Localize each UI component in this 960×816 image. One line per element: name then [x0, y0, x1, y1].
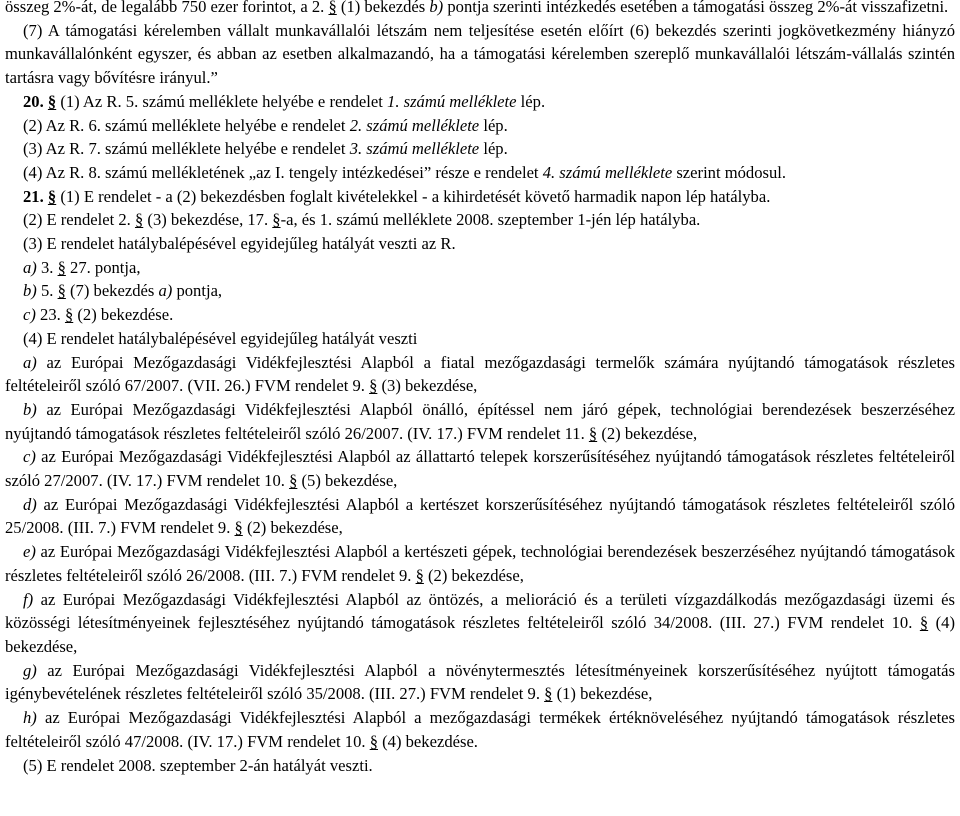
text: (7) bekezdés — [65, 281, 159, 301]
text: az Európai Mezőgazdasági Vidékfejlesztési Alapból a mezőgazdasági termékek értéknöveléséhez nyújtandó támogatások részletes feltételeiről szóló 47/2008. (IV. 17.) FVM rendelet 10. — [5, 708, 955, 751]
text: lép. — [479, 115, 508, 135]
paragraph-penalty-end — [5, 0, 955, 19]
section-21-para-5 — [5, 754, 955, 778]
text: (4) bekezdése, — [5, 613, 955, 656]
document-page — [5, 0, 955, 777]
text: (4) bekezdése. — [377, 731, 478, 751]
section-sign: § — [64, 305, 74, 325]
annex-reference: 1. számú melléklete — [387, 91, 517, 111]
list-item-b — [5, 279, 955, 303]
section-number: 20. — [23, 91, 44, 111]
repeal-item-b — [5, 398, 955, 445]
section-20-para-3 — [5, 137, 955, 161]
text: (1) E rendelet - a (2) bekezdésben foglalt kivételekkel - a kihirdetését követő harmadik napon lép hatályba. — [56, 186, 771, 206]
point-letter: g) — [23, 660, 37, 680]
point-letter: a) — [23, 257, 37, 277]
text: (2) Az R. 6. számú melléklete helyébe e rendelet — [23, 115, 350, 135]
repeal-item-d — [5, 493, 955, 540]
text: (3) bekezdése, 17. — [143, 210, 273, 230]
point-letter: b) — [429, 0, 444, 16]
text: lép. — [516, 91, 546, 111]
section-21-para-4 — [5, 327, 955, 351]
point-letter: b) — [23, 281, 37, 301]
text: összeg 2%-át, de legalább 750 ezer forintot, a 2. — [5, 0, 329, 16]
point-letter: c) — [23, 447, 36, 467]
text: (1) Az R. 5. számú melléklete helyébe e rendelet — [56, 91, 388, 111]
section-number: 21. — [23, 186, 44, 206]
text: 3. — [36, 257, 58, 277]
repeal-item-e — [5, 540, 955, 587]
text: pontja, — [172, 281, 223, 301]
text: (4) E rendelet hatálybalépésével egyidejűleg hatályát veszti — [23, 328, 418, 348]
text: szerint módosul. — [672, 162, 787, 182]
section-sign: § — [57, 281, 66, 301]
text: (5) bekezdése, — [297, 471, 398, 491]
section-sign: § — [544, 684, 553, 704]
text: (2) bekezdése, — [242, 518, 343, 538]
text: az Európai Mezőgazdasági Vidékfejlesztési Alapból az állattartó telepek korszerűsítéséhez nyújtandó támogatások részletes feltételeiről szóló 27/2007. (IV. 17.) FVM rendelet 10. — [5, 447, 955, 491]
section-21-para-3 — [5, 232, 955, 256]
section-20-para-1 — [5, 90, 955, 114]
text: az Európai Mezőgazdasági Vidékfejlesztési Alapból a fiatal mezőgazdasági termelők számára nyújtandó támogatások részletes feltételeiről szóló 67/2007. (VII. 26.) FVM rendelet 9. — [5, 352, 955, 396]
section-sign: § — [234, 518, 243, 538]
point-letter: b) — [23, 399, 37, 419]
section-sign: § — [289, 471, 298, 491]
section-21-para-1 — [5, 185, 955, 209]
annex-reference: 2. számú melléklete — [349, 115, 480, 135]
repeal-item-a — [5, 351, 955, 398]
section-20-para-4 — [5, 161, 955, 185]
section-sign: § — [47, 186, 57, 206]
text: (2) bekezdése, — [423, 565, 524, 585]
point-letter: c) — [23, 305, 36, 325]
text: (2) E rendelet 2. — [23, 210, 135, 230]
point-letter: h) — [23, 708, 37, 728]
text: 23. — [35, 305, 65, 325]
text: (2) bekezdése, — [597, 423, 698, 443]
text: az Európai Mezőgazdasági Vidékfejlesztési Alapból a növénytermesztés létesítményeinek korszerűsítéséhez nyújtott támogatás igénybevételének részletes feltételeiről szóló 35/2008. (III. 27.) FVM rendelet 9. — [5, 660, 955, 704]
text: az Európai Mezőgazdasági Vidékfejlesztési Alapból önálló, építéssel nem járó gépek, technológiai berendezések beszerzéséhez nyújtandó támogatások részletes feltételeiről szóló 26/2007. (IV. 17.) FVM rendelet 11. — [5, 399, 955, 443]
text: az Európai Mezőgazdasági Vidékfejlesztési Alapból a kertészeti gépek, technológiai berendezések beszerzéséhez nyújtandó támogatások részletes feltételeiről szóló 26/2008. (III. 7.) FVM rendelet 9. — [5, 542, 955, 585]
section-sign: § — [369, 731, 378, 751]
section-sign: § — [272, 210, 281, 230]
text: pontja szerinti intézkedés esetében a támogatási összeg 2%-át visszafizetni. — [443, 0, 949, 16]
repeal-item-f — [5, 588, 955, 659]
text: az Európai Mezőgazdasági Vidékfejlesztési Alapból a kertészet korszerűsítéséhez nyújtandó támogatások részletes feltételeiről szóló 25/2008. (III. 7.) FVM rendelet 9. — [5, 494, 955, 538]
text: 5. — [36, 281, 58, 301]
repeal-item-g — [5, 659, 955, 706]
section-sign: § — [47, 91, 57, 111]
section-sign: § — [588, 423, 598, 443]
text: lép. — [479, 139, 508, 159]
point-letter: a) — [158, 281, 173, 301]
point-letter: d) — [23, 494, 37, 514]
annex-reference: 4. számú melléklete — [542, 162, 673, 182]
annex-reference: 3. számú melléklete — [349, 139, 480, 159]
section-sign: § — [134, 210, 144, 230]
section-sign: § — [328, 0, 337, 16]
text: (5) E rendelet 2008. szeptember 2-án hatályát veszti. — [23, 755, 373, 775]
paragraph-7 — [5, 19, 955, 90]
list-item-c — [5, 303, 955, 327]
text: (1) bekezdés — [336, 0, 430, 16]
text: (3) E rendelet hatálybalépésével egyidejűleg hatályát veszti az R. — [23, 234, 456, 254]
text: (3) bekezdése, — [377, 376, 478, 396]
point-letter: e) — [23, 542, 36, 562]
section-21-para-2 — [5, 208, 955, 232]
text: (4) Az R. 8. számú mellékletének „az I. tengely intézkedései” része e rendelet — [23, 162, 543, 182]
repeal-item-h — [5, 706, 955, 753]
text: (2) bekezdése. — [73, 305, 174, 325]
section-sign: § — [369, 376, 378, 396]
section-sign: § — [919, 613, 929, 633]
text: (1) bekezdése, — [552, 684, 653, 704]
text: (7) A támogatási kérelemben vállalt munkavállalói létszám nem teljesítése esetén előírt (6) bekezdés szerinti jogkövetkezmény hiányzó munkavállalónként egyszer, és abban az esetben alkalmazandó, ha a támogatási kérelemben szereplő munkavállalói létszám-vállalás szintén tartásra vagy bővítésre irányul.” — [5, 20, 955, 88]
point-letter: f) — [23, 589, 34, 609]
list-item-a — [5, 256, 955, 280]
repeal-item-c — [5, 445, 955, 492]
text: -a, és 1. számú melléklete 2008. szeptember 1-jén lép hatályba. — [280, 210, 701, 230]
text: (3) Az R. 7. számú melléklete helyébe e rendelet — [23, 139, 350, 159]
text: 27. pontja, — [65, 257, 141, 277]
section-20-para-2 — [5, 114, 955, 138]
section-sign: § — [415, 565, 424, 585]
text: az Európai Mezőgazdasági Vidékfejlesztési Alapból az öntözés, a melioráció és a területi vízgazdálkodás mezőgazdasági üzemi és közösségi létesítményeinek fejlesztéséhez nyújtandó támogatások részletes feltételeiről szóló 34/2008. (III. 27.) FVM rendelet 10. — [5, 589, 955, 633]
section-sign: § — [57, 257, 66, 277]
point-letter: a) — [23, 352, 37, 372]
